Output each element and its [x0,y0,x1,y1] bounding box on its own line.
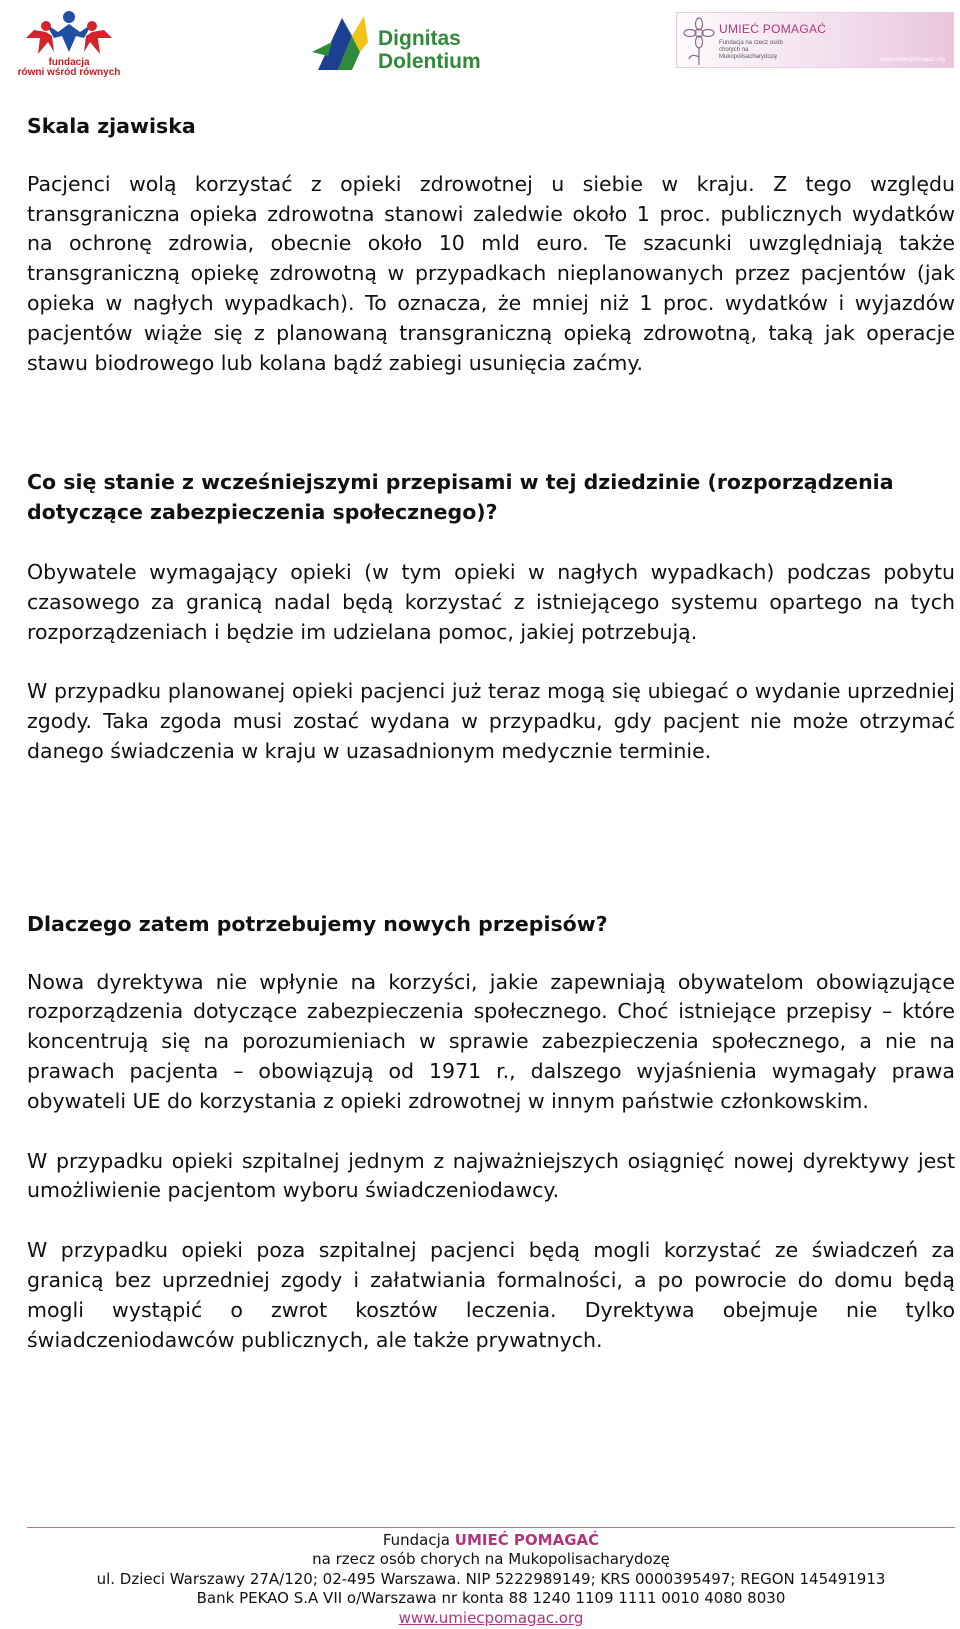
fundacja-rowni-logo [10,8,128,78]
people-figures-icon [10,8,128,58]
logo1-text: fundacja równi wśród równych [17,57,121,78]
logo3-url: www.umiecpomagac.org [879,57,945,63]
footer-divider [27,1527,955,1528]
footer-line-2: na rzecz osób chorych na Mukopolisacharydozę [312,1550,670,1569]
section-heading: Dlaczego zatem potrzebujemy nowych przepisów? [27,911,608,936]
paragraph: Pacjenci wolą korzystać z opieki zdrowotnej u siebie w kraju. Z tego względu transgraniczna opieka zdrowotna stanowi zaledwie około 1 proc. publicznych wydatków na ochronę zdrowia, obecnie około 10 mld euro. Te szacunki uwzględniają także transgraniczną opiekę zdrowotną w przypadkach nieplanowanych przez pacjentów (jak opieka w nagłych wypadkach). To oznacza, że mniej niż 1 proc. wydatków i wyjazdów pacjentów wiąże się z planowaną transgraniczną opieką zdrowotną, taką jak operacje stawu biodrowego lub kolana bądź zabiegi usunięcia zaćmy. [27,171,955,375]
footer-website-link[interactable]: www.umiecpomagac.org [398,1608,584,1627]
footer-brand: UMIEĆ POMAGAĆ [454,1531,600,1549]
umiec-pomagac-logo [676,12,954,68]
footer-line-4: Bank PEKAO S.A VII o/Warszawa nr konta 88 1240 1109 1111 0010 4080 8030 [196,1589,786,1608]
paragraph: Nowa dyrektywa nie wpłynie na korzyści, jakie zapewniają obywatelom obowiązujące rozporządzenia dotyczące zabezpieczenia społecznego. Choć istniejące przepisy – które koncentrują się na porozumieniach w sprawie zabezpieczenia społecznego, a nie na prawach pacjenta – obowiązują od 1971 r., dalszego wyjaśnienia wymagały prawa obywateli UE do korzystania z opieki zdrowotnej w innym państwie członkowskim. [27,969,955,1113]
dignitas-emblem-icon [308,12,374,74]
header-logos [0,0,960,80]
section-heading: Co się stanie z wcześniejszymi przepisami w tej dziedzinie (rozporządzenia dotyczące zabezpieczenia społecznego)? [27,470,894,525]
paragraph: W przypadku opieki szpitalnej jednym z najważniejszych osiągnięć nowej dyrektywy jest umożliwienie pacjentom wyboru świadczeniodawcy. [27,1148,955,1203]
footer-prefix: Fundacja [382,1531,455,1549]
document-body [27,112,955,1355]
footer-line-1 [27,1531,955,1550]
section-heading: Skala zjawiska [27,114,196,138]
flower-icon [681,13,717,67]
logo3-subtitle: Fundacja na rzecz osób chorych na Mukopolisacharydozę [719,40,783,60]
logo3-name: UMIEĆ POMAGAĆ [719,22,827,36]
footer-line-3: ul. Dzieci Warszawy 27A/120; 02-495 Warszawa. NIP 5222989149; KRS 0000395497; REGON 145491913 [96,1569,886,1588]
paragraph: W przypadku planowanej opieki pacjenci już teraz mogą się ubiegać o wydanie uprzedniej zgody. Taka zgoda musi zostać wydana w przypadku, gdy pacjent nie może otrzymać danego świadczenia w kraju w uzasadnionym medycznie terminie. [27,679,955,763]
logo2-text: Dignitas Dolentium [378,27,481,73]
paragraph: Obywatele wymagający opieki (w tym opieki w nagłych wypadkach) podczas pobytu czasowego za granicą nadal będą korzystać z istniejącego systemu opartego na tych rozporządzeniach i będzie im udzielana pomoc, jakiej potrzebują. [27,559,955,644]
footer [27,1531,955,1628]
paragraph: W przypadku opieki poza szpitalnej pacjenci będą mogli korzystać ze świadczeń za granicą bez uprzedniej zgody i załatwiania formalności, a po powrocie do domu będą mogli wystąpić o zwrot kosztów leczenia. Dyrektywa obejmuje nie tylko świadczeniodawców publicznych, ale także prywatnych. [27,1238,955,1352]
dignitas-dolentium-logo [308,12,481,74]
